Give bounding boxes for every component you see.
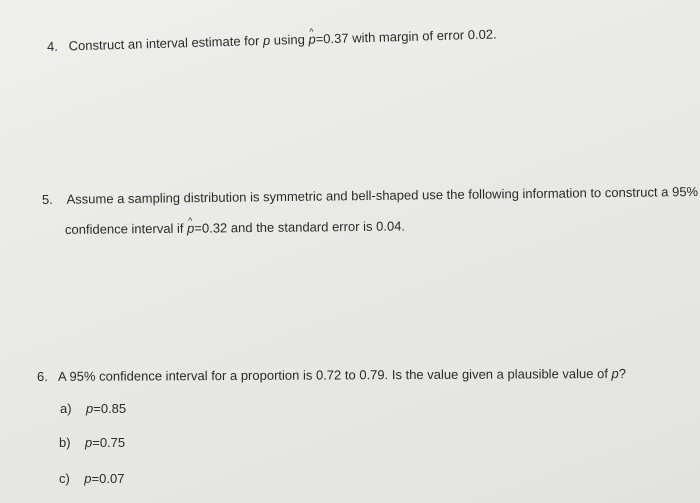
question-number: 6. xyxy=(36,368,48,384)
question-text: Assume a sampling distribution is symmetric and bell-shaped use the following information to construct a 95% xyxy=(66,183,699,207)
option-c xyxy=(59,471,124,487)
option-value: =0.85 xyxy=(93,401,127,416)
variable-p: p xyxy=(86,401,94,416)
question-4 xyxy=(47,26,497,55)
option-value: =0.07 xyxy=(91,471,125,486)
question-number: 5. xyxy=(41,191,53,207)
variable-p: p xyxy=(611,365,619,381)
option-label: b) xyxy=(59,435,71,450)
question-text: =0.37 with margin of error 0.02. xyxy=(315,26,497,47)
question-5-line-1 xyxy=(42,184,698,208)
variable-p: p xyxy=(84,471,92,486)
question-text: ? xyxy=(618,365,627,381)
question-text: confidence interval if xyxy=(64,220,188,237)
question-text: Construct an interval estimate for xyxy=(68,32,264,54)
question-text: using xyxy=(269,31,309,48)
question-number: 4. xyxy=(46,38,59,54)
question-6 xyxy=(37,366,626,385)
question-text: =0.32 and the standard error is 0.04. xyxy=(194,218,406,236)
option-value: =0.75 xyxy=(92,435,126,450)
option-a xyxy=(60,401,126,417)
p-hat-symbol: ^ p xyxy=(308,31,316,47)
variable-p: p xyxy=(85,435,93,450)
question-text: A 95% confidence interval for a proportion is 0.72 to 0.79. Is the value given a plausible value of xyxy=(57,365,612,384)
option-label: a) xyxy=(60,401,72,416)
option-b xyxy=(59,435,125,451)
variable-p: p xyxy=(262,32,271,48)
p-hat-symbol: ^ p xyxy=(187,221,194,237)
question-5-line-2 xyxy=(65,218,405,238)
option-label: c) xyxy=(59,471,70,486)
